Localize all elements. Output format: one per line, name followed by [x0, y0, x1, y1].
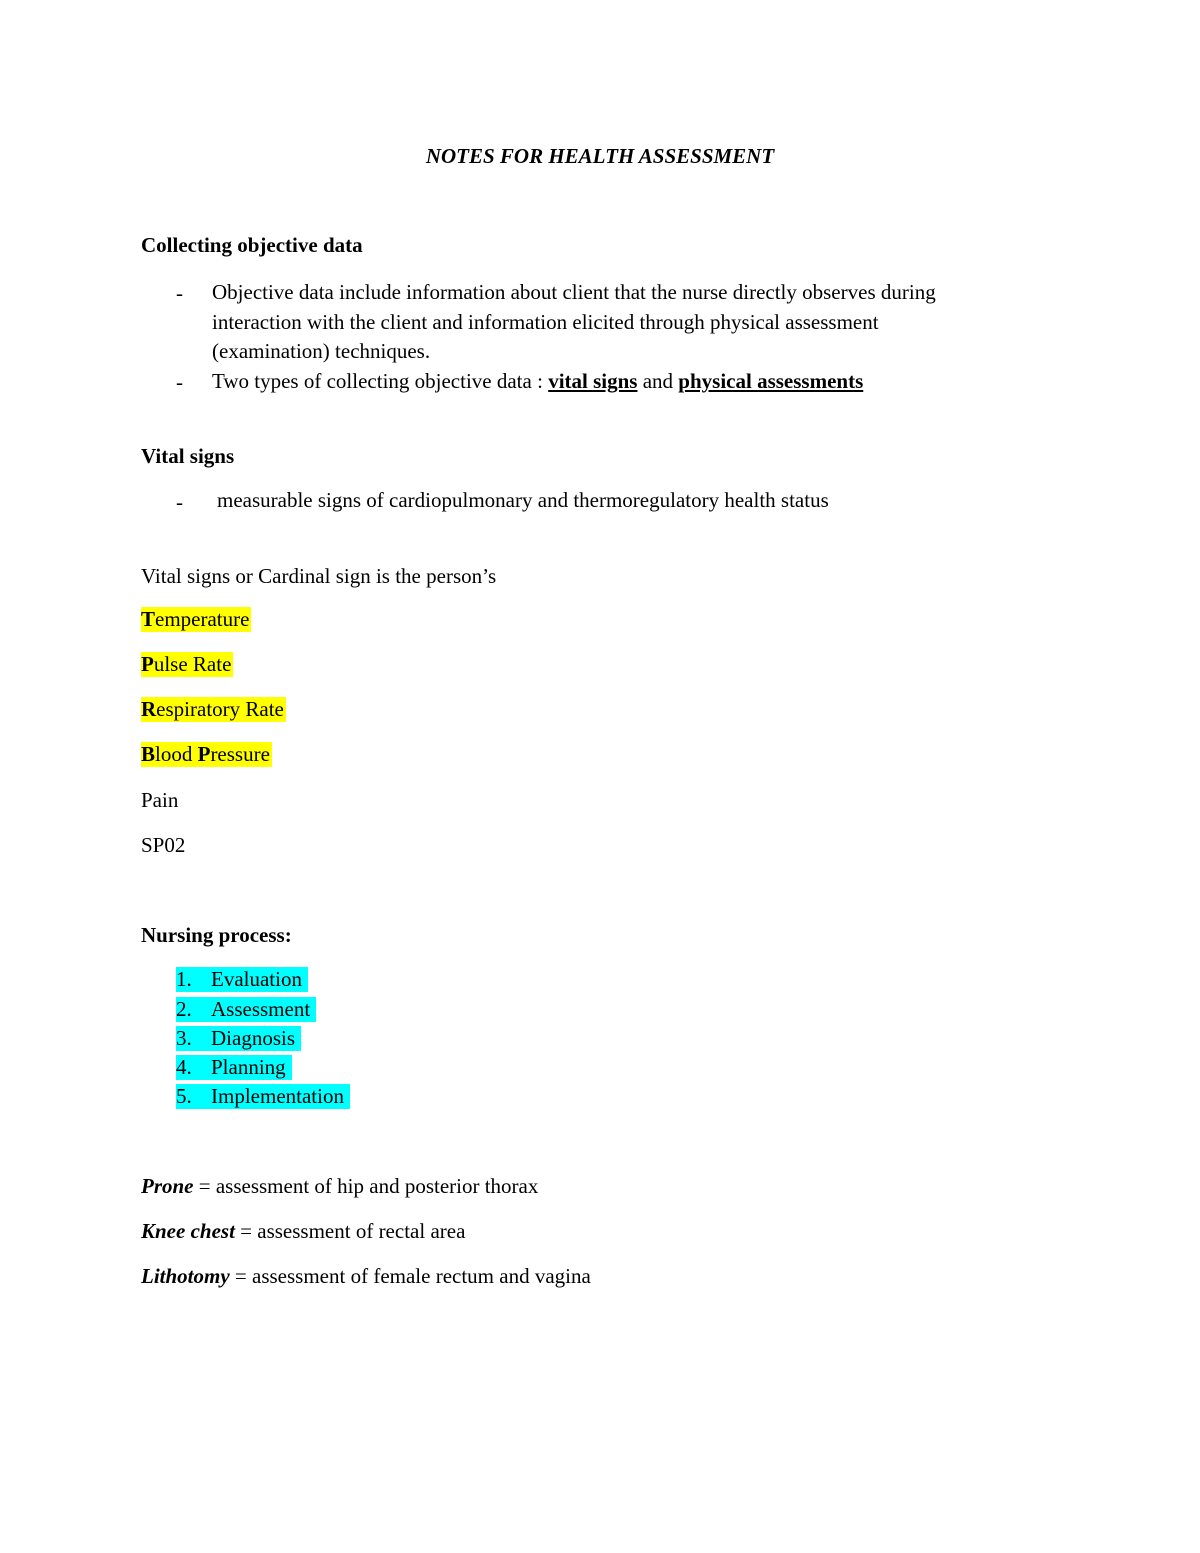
vital-sign-blood-pressure: Blood Pressure — [141, 742, 270, 766]
bullet-two-types — [212, 366, 863, 396]
bullet-measurable-signs: measurable signs of cardiopulmonary and thermoregulatory health status — [217, 488, 829, 512]
nursing-step-diagnosis: 3. Diagnosis — [176, 1026, 301, 1051]
heading-vital-signs: Vital signs — [141, 444, 235, 468]
nursing-step-planning: 4. Planning — [176, 1055, 292, 1080]
nursing-step-implementation: 5. Implementation — [176, 1084, 350, 1109]
page-title: NOTES FOR HEALTH ASSESSMENT — [425, 144, 775, 168]
heading-nursing-process: Nursing process: — [141, 923, 292, 947]
vital-sign-spo2: SP02 — [141, 833, 186, 857]
and-word: and — [642, 369, 674, 393]
position-knee-chest: Knee chest = assessment of rectal area — [141, 1219, 466, 1243]
two-types-prefix: Two types of collecting objective data : — [212, 369, 543, 393]
bullet-objective-data-line3: (examination) techniques. — [212, 339, 431, 363]
vital-signs-intro: Vital signs or Cardinal sign is the person’s — [141, 564, 497, 588]
vital-signs-term: vital signs — [548, 369, 638, 393]
position-prone: Prone = assessment of hip and posterior thorax — [141, 1174, 539, 1198]
vital-sign-temperature: Temperature — [141, 607, 250, 631]
vital-sign-pulse-rate: Pulse Rate — [141, 652, 232, 676]
physical-assessments-term: physical assessments — [678, 369, 864, 393]
position-lithotomy: Lithotomy = assessment of female rectum and vagina — [141, 1264, 591, 1288]
bullet-dash: - — [176, 490, 183, 514]
heading-collecting-objective-data: Collecting objective data — [141, 233, 363, 257]
vital-sign-pain: Pain — [141, 788, 179, 812]
vital-sign-respiratory-rate: Respiratory Rate — [141, 697, 284, 721]
nursing-step-evaluation: 1. Evaluation — [176, 967, 308, 992]
nursing-step-assessment: 2. Assessment — [176, 997, 316, 1022]
bullet-dash: - — [176, 370, 183, 394]
bullet-objective-data-line1: Objective data include information about client that the nurse directly observes during — [212, 280, 936, 304]
bullet-dash: - — [176, 281, 183, 305]
bullet-objective-data-line2: interaction with the client and information elicited through physical assessment — [212, 310, 879, 334]
